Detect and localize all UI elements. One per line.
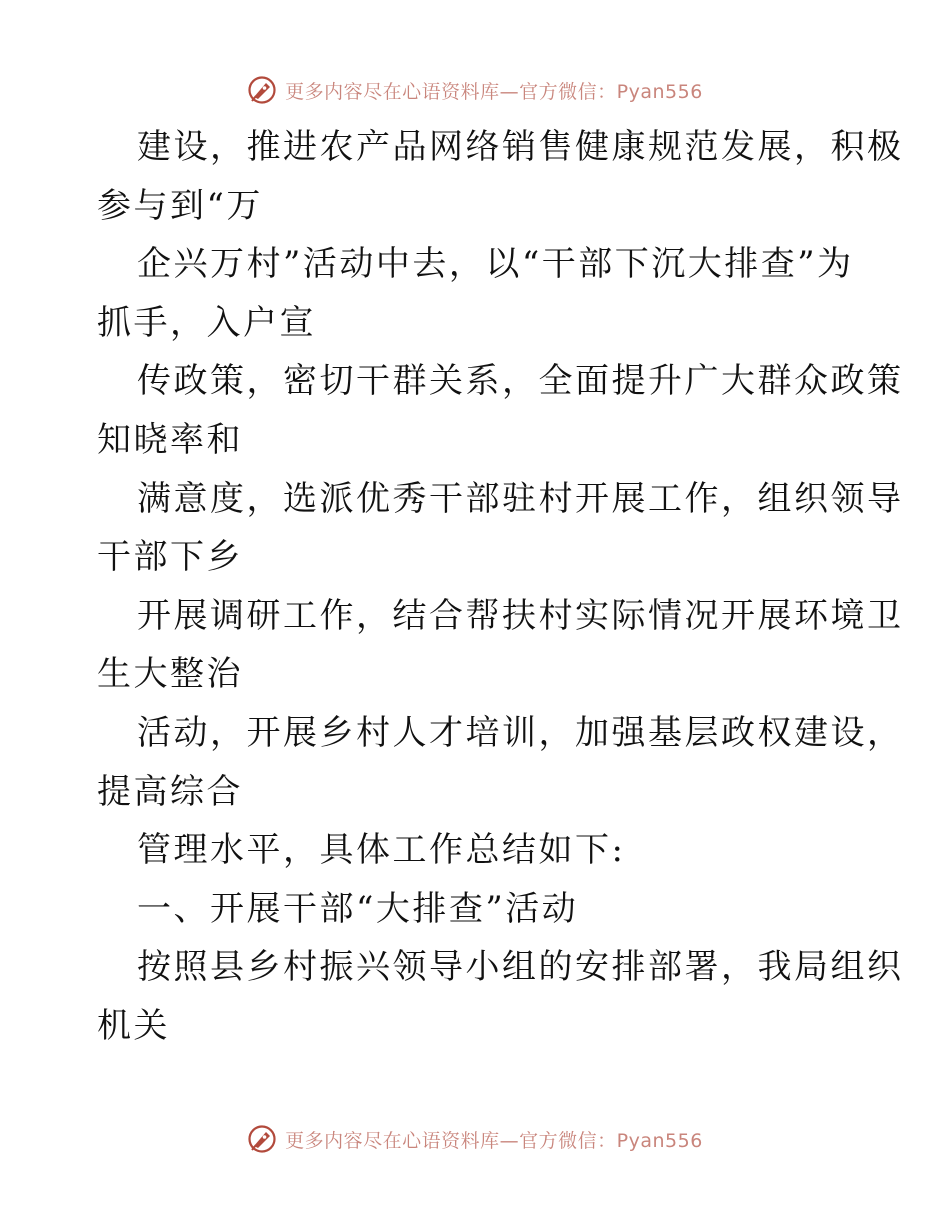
text-line: 机关 xyxy=(97,1005,170,1046)
text-line: 提高综合 xyxy=(97,771,243,812)
text-line: 知晓率和 xyxy=(97,419,243,460)
document-body xyxy=(97,118,904,1056)
text-line: 企兴万村”活动中去，以“干部下沉大排查”为 xyxy=(137,244,854,285)
pen-nib-logo-icon xyxy=(247,1124,277,1154)
text-line: 活动，开展乡村人才培训，加强基层政权建设， xyxy=(137,712,904,753)
text-line: 参与到“万 xyxy=(97,185,263,226)
text-line: 一、开展干部“大排查”活动 xyxy=(137,888,579,929)
text-line: 生大整治 xyxy=(97,654,243,695)
text-line: 传政策，密切干群关系，全面提升广大群众政策 xyxy=(137,361,904,402)
text-line: 抓手，入户宣 xyxy=(97,302,316,343)
header-watermark xyxy=(0,73,950,107)
pen-nib-logo-icon xyxy=(247,75,277,105)
text-line: 满意度，选派优秀干部驻村开展工作，组织领导 xyxy=(137,478,904,519)
watermark-text: 更多内容尽在心语资料库—官方微信：Pyan556 xyxy=(285,80,703,103)
footer-watermark xyxy=(0,1122,950,1156)
text-line: 开展调研工作，结合帮扶村实际情况开展环境卫 xyxy=(137,595,904,636)
text-line: 按照县乡村振兴领导小组的安排部署，我局组织 xyxy=(137,947,904,988)
text-line: 干部下乡 xyxy=(97,537,243,578)
watermark-text: 更多内容尽在心语资料库—官方微信：Pyan556 xyxy=(285,1129,703,1152)
text-line: 管理水平，具体工作总结如下: xyxy=(137,830,626,871)
text-line: 建设，推进农产品网络销售健康规范发展，积极 xyxy=(137,127,904,167)
